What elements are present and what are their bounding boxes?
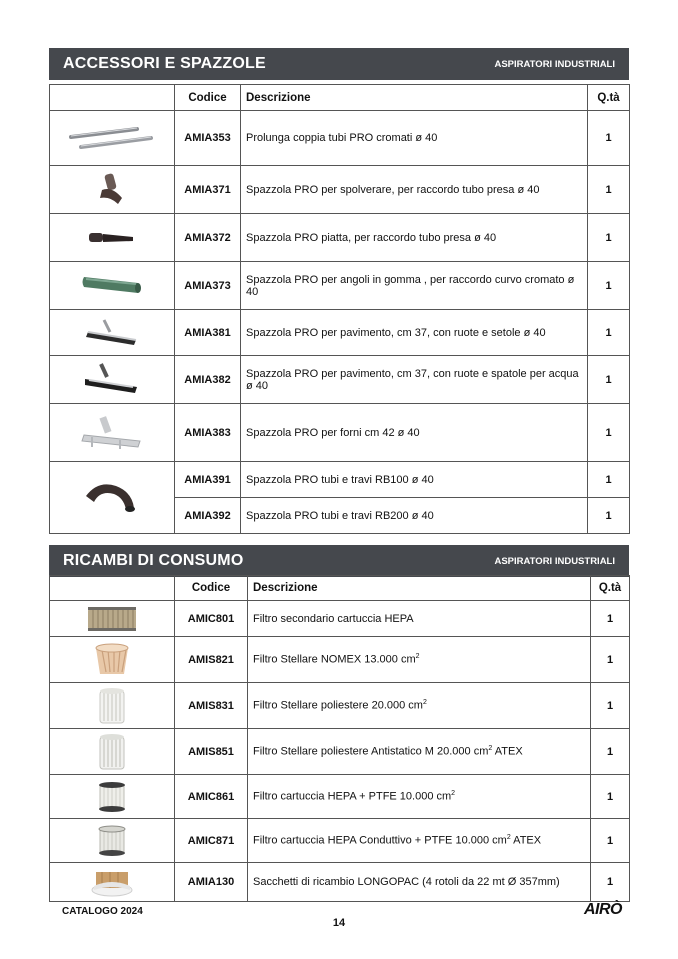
consumables-section-header: [49, 545, 629, 577]
product-code: AMIA382: [175, 356, 241, 404]
product-image: [50, 356, 175, 404]
product-image: [50, 775, 175, 819]
hepa-cartridge-icon: [85, 604, 139, 634]
description-text: Filtro cartuccia HEPA + PTFE 10.000 cm: [253, 790, 452, 803]
qty-column-header: Q.tà: [588, 85, 630, 111]
antistatic-star-filter-icon: [94, 731, 130, 773]
product-code: AMIA130: [175, 863, 248, 902]
product-qty: 1: [588, 498, 630, 534]
product-image: [50, 637, 175, 683]
table-row: [50, 214, 630, 262]
catalog-label: CATALOGO 2024: [62, 906, 143, 917]
description-text: Filtro Stellare poliestere 20.000 cm: [253, 699, 423, 712]
description-text: Filtro cartuccia HEPA Conduttivo + PTFE 10.000 cm: [253, 834, 507, 847]
product-image: [50, 683, 175, 729]
superscript: 2: [488, 745, 493, 753]
product-qty: 1: [588, 262, 630, 310]
table-header-row: [50, 85, 630, 111]
section-subtitle: ASPIRATORI INDUSTRIALI: [494, 58, 615, 70]
table-row: [50, 310, 630, 356]
product-qty: 1: [591, 819, 630, 863]
product-qty: 1: [588, 404, 630, 462]
product-description: [248, 863, 591, 902]
product-code: AMIA381: [175, 310, 241, 356]
product-description: Spazzola PRO per pavimento, cm 37, con ruote e spatole per acqua ø 40: [241, 356, 588, 404]
product-image: [50, 601, 175, 637]
image-column-header: [50, 85, 175, 111]
product-qty: 1: [588, 310, 630, 356]
product-qty: 1: [588, 356, 630, 404]
product-description: Spazzola PRO per spolverare, per raccordo tubo presa ø 40: [241, 166, 588, 214]
description-column-header: Descrizione: [248, 576, 591, 601]
product-description: [248, 819, 591, 863]
table-row: [50, 404, 630, 462]
rubber-corner-nozzle-icon: [80, 271, 144, 301]
product-qty: 1: [588, 462, 630, 498]
superscript: 2: [422, 699, 427, 707]
product-image: [50, 310, 175, 356]
section-title: ACCESSORI E SPAZZOLE: [63, 55, 266, 72]
table-row: [50, 729, 630, 775]
product-image: [50, 404, 175, 462]
longopac-bags-icon: [88, 866, 136, 898]
description-text: Filtro secondario cartuccia HEPA: [253, 612, 414, 625]
description-text: Sacchetti di ricambio LONGOPAC (4 rotoli da 22 mt Ø 357mm): [253, 876, 560, 888]
product-qty: 1: [588, 111, 630, 166]
dusting-brush-icon: [92, 172, 132, 208]
chrome-tubes-icon: [67, 123, 157, 153]
product-qty: 1: [591, 601, 630, 637]
product-code: AMIC871: [175, 819, 248, 863]
floor-brush-icon: [84, 316, 140, 350]
nomex-star-filter-icon: [90, 640, 134, 680]
hepa-ptfe-cartridge-icon: [94, 779, 130, 815]
description-suffix: ATEX: [492, 745, 523, 758]
product-qty: 1: [591, 729, 630, 775]
product-description: [248, 601, 591, 637]
description-text: Filtro Stellare poliestere Antistatico M 20.000 cm: [253, 745, 489, 758]
product-code: AMIA391: [175, 462, 241, 498]
table-row: [50, 819, 630, 863]
table-row: [50, 601, 630, 637]
flat-nozzle-icon: [87, 228, 137, 248]
product-qty: 1: [591, 863, 630, 902]
table-row: [50, 166, 630, 214]
table-row: [50, 637, 630, 683]
product-image: [50, 214, 175, 262]
table-row: [50, 111, 630, 166]
qty-column-header: Q.tà: [591, 576, 630, 601]
description-text: Filtro Stellare NOMEX 13.000 cm: [253, 653, 416, 666]
product-code: AMIA373: [175, 262, 241, 310]
product-qty: 1: [588, 214, 630, 262]
code-column-header: Codice: [175, 85, 241, 111]
image-column-header: [50, 576, 175, 601]
product-code: AMIC861: [175, 775, 248, 819]
superscript: 2: [506, 834, 511, 842]
pipe-beam-brush-icon: [82, 478, 142, 518]
product-image: [50, 166, 175, 214]
product-code: AMIS821: [175, 637, 248, 683]
polyester-star-filter-icon: [94, 685, 130, 727]
product-qty: 1: [591, 637, 630, 683]
table-row: [50, 262, 630, 310]
product-qty: 1: [591, 775, 630, 819]
accessories-table: [49, 84, 630, 534]
product-image: [50, 819, 175, 863]
section-subtitle: ASPIRATORI INDUSTRIALI: [494, 555, 615, 567]
product-description: [248, 775, 591, 819]
product-description: [248, 729, 591, 775]
product-description: [248, 683, 591, 729]
product-description: [248, 637, 591, 683]
page-number: 14: [332, 917, 346, 929]
product-code: AMIS851: [175, 729, 248, 775]
product-qty: 1: [591, 683, 630, 729]
superscript: 2: [451, 790, 456, 798]
product-image: [50, 262, 175, 310]
product-code: AMIA372: [175, 214, 241, 262]
table-row: [50, 775, 630, 819]
oven-brush-icon: [80, 413, 144, 453]
consumables-table: [49, 575, 630, 902]
accessories-section-header: [49, 48, 629, 80]
table-row: [50, 863, 630, 902]
product-code: AMIA392: [175, 498, 241, 534]
product-image: [50, 462, 175, 534]
product-code: AMIA383: [175, 404, 241, 462]
code-column-header: Codice: [175, 576, 248, 601]
table-header-row: [50, 576, 630, 601]
brand-logo: AIRÒ: [584, 901, 622, 918]
product-code: AMIC801: [175, 601, 248, 637]
table-row: [50, 683, 630, 729]
table-row: [50, 462, 630, 498]
product-description: Spazzola PRO per pavimento, cm 37, con ruote e setole ø 40: [241, 310, 588, 356]
product-description: Spazzola PRO tubi e travi RB100 ø 40: [241, 462, 588, 498]
product-description: Spazzola PRO per angoli in gomma , per raccordo curvo cromato ø 40: [241, 262, 588, 310]
conductive-cartridge-icon: [94, 823, 130, 859]
product-code: AMIA371: [175, 166, 241, 214]
product-code: AMIS831: [175, 683, 248, 729]
product-description: Prolunga coppia tubi PRO cromati ø 40: [241, 111, 588, 166]
product-description: Spazzola PRO tubi e travi RB200 ø 40: [241, 498, 588, 534]
description-suffix: ATEX: [510, 834, 542, 847]
description-column-header: Descrizione: [241, 85, 588, 111]
product-description: Spazzola PRO piatta, per raccordo tubo presa ø 40: [241, 214, 588, 262]
superscript: 2: [415, 653, 420, 661]
product-image: [50, 111, 175, 166]
product-code: AMIA353: [175, 111, 241, 166]
water-squeegee-icon: [83, 361, 141, 399]
section-title: RICAMBI DI CONSUMO: [63, 552, 244, 569]
table-row: [50, 356, 630, 404]
product-qty: 1: [588, 166, 630, 214]
product-image: [50, 863, 175, 902]
product-description: Spazzola PRO per forni cm 42 ø 40: [241, 404, 588, 462]
product-image: [50, 729, 175, 775]
